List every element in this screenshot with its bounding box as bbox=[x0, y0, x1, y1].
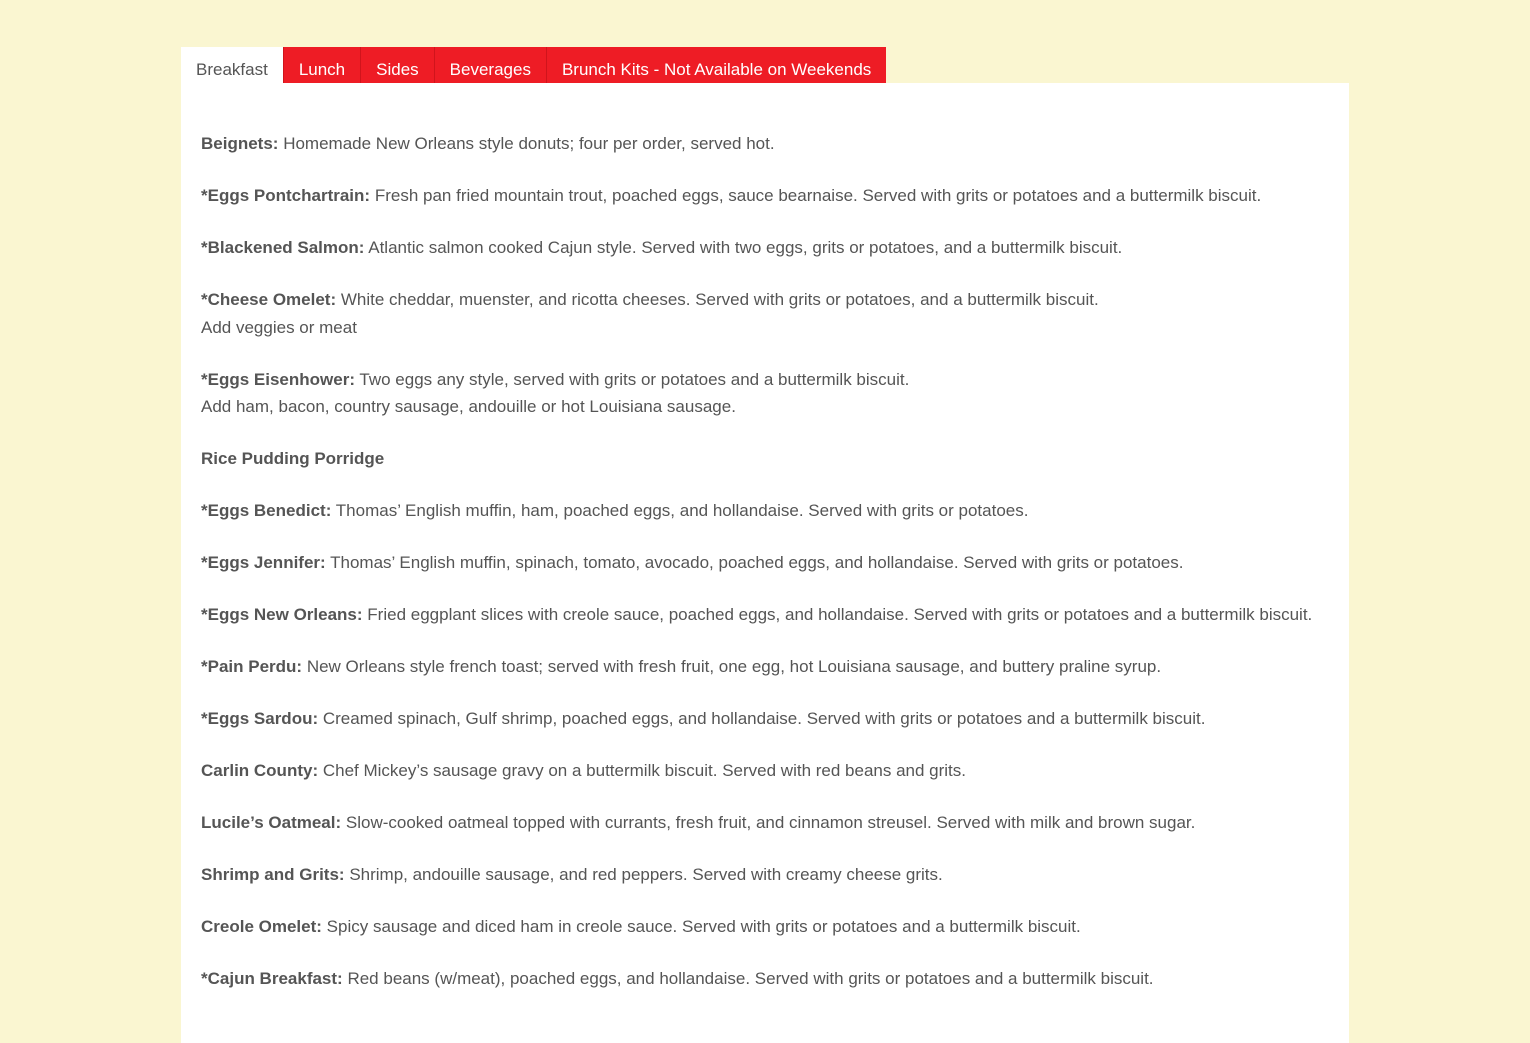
menu-item bbox=[201, 861, 1341, 889]
menu-item-name: Rice Pudding Porridge bbox=[201, 449, 385, 468]
menu-item-desc: Fried eggplant slices with creole sauce, poached eggs, and hollandaise. Served with grits or potatoes and a buttermilk biscuit. bbox=[367, 605, 1313, 624]
menu-item-desc: Homemade New Orleans style donuts; four per order, served hot. bbox=[283, 134, 775, 153]
tab-breakfast[interactable]: Breakfast bbox=[181, 47, 283, 92]
menu-item bbox=[201, 965, 1341, 993]
tab-brunch-kits[interactable]: Brunch Kits - Not Available on Weekends bbox=[546, 47, 886, 92]
menu-item-note: Add veggies or meat bbox=[201, 317, 357, 337]
menu-item-desc: Creamed spinach, Gulf shrimp, poached eggs, and hollandaise. Served with grits or potatoes and a buttermilk biscuit. bbox=[322, 709, 1206, 728]
menu-item-desc: Slow-cooked oatmeal topped with currants, fresh fruit, and cinnamon streusel. Served with milk and brown sugar. bbox=[345, 813, 1196, 832]
menu-item bbox=[201, 234, 1341, 262]
menu-item-name: Shrimp and Grits: bbox=[201, 865, 345, 884]
menu-item bbox=[201, 705, 1341, 733]
menu-item bbox=[201, 913, 1341, 941]
menu-item-name: *Eggs New Orleans: bbox=[201, 605, 363, 624]
menu-item-desc: Atlantic salmon cooked Cajun style. Served with two eggs, grits or potatoes, and a buttermilk biscuit. bbox=[368, 238, 1123, 257]
menu-item-name: *Cheese Omelet: bbox=[201, 290, 337, 309]
menu-item bbox=[201, 182, 1341, 210]
menu-item-name: *Eggs Pontchartrain: bbox=[201, 186, 371, 205]
menu-item-name: *Eggs Jennifer: bbox=[201, 553, 326, 572]
menu-item bbox=[201, 130, 1341, 158]
menu-item bbox=[201, 757, 1341, 785]
menu-item-name: Creole Omelet: bbox=[201, 917, 322, 936]
menu-item-desc: Thomas’ English muffin, spinach, tomato, avocado, poached eggs, and hollandaise. Served with grits or potatoes. bbox=[330, 553, 1184, 572]
menu-item-name: *Pain Perdu: bbox=[201, 657, 303, 676]
menu-item-desc: Red beans (w/meat), poached eggs, and hollandaise. Served with grits or potatoes and a buttermilk biscuit. bbox=[347, 969, 1154, 988]
menu-item-desc: Fresh pan fried mountain trout, poached eggs, sauce bearnaise. Served with grits or potatoes and a buttermilk biscuit. bbox=[374, 186, 1262, 205]
menu-item-desc: Shrimp, andouille sausage, and red peppers. Served with creamy cheese grits. bbox=[349, 865, 943, 884]
menu-item bbox=[201, 286, 1341, 341]
menu-item bbox=[201, 809, 1341, 837]
menu-item-desc: White cheddar, muenster, and ricotta cheeses. Served with grits or potatoes, and a buttermilk biscuit. bbox=[340, 290, 1099, 309]
menu-item-desc: Spicy sausage and diced ham in creole sauce. Served with grits or potatoes and a buttermilk biscuit. bbox=[326, 917, 1081, 936]
tab-beverages[interactable]: Beverages bbox=[434, 47, 546, 92]
menu-item bbox=[201, 366, 1341, 421]
menu-item-name: Lucile’s Oatmeal: bbox=[201, 813, 342, 832]
menu-item-name: *Cajun Breakfast: bbox=[201, 969, 343, 988]
menu-item bbox=[201, 549, 1341, 577]
menu-item-note: Add ham, bacon, country sausage, andouille or hot Louisiana sausage. bbox=[201, 397, 736, 416]
menu-item-name: *Eggs Benedict: bbox=[201, 501, 332, 520]
menu-item bbox=[201, 653, 1341, 681]
menu-item-name: *Blackened Salmon: bbox=[201, 238, 365, 257]
tab-sides[interactable]: Sides bbox=[360, 47, 434, 92]
menu-item-desc: Thomas’ English muffin, ham, poached eggs, and hollandaise. Served with grits or potatoes. bbox=[335, 501, 1029, 520]
menu-item-desc: Two eggs any style, served with grits or potatoes and a buttermilk biscuit. bbox=[359, 369, 910, 389]
menu-item-name: Beignets: bbox=[201, 134, 279, 153]
menu-item-desc: Chef Mickey’s sausage gravy on a buttermilk biscuit. Served with red beans and grits. bbox=[322, 761, 967, 780]
menu-item-name: *Eggs Sardou: bbox=[201, 709, 319, 728]
menu-item-desc: New Orleans style french toast; served with fresh fruit, one egg, hot Louisiana sausage, and buttery praline syrup. bbox=[306, 657, 1162, 676]
menu-item-name: *Eggs Eisenhower: bbox=[201, 369, 355, 389]
menu-item-name: Carlin County: bbox=[201, 761, 319, 780]
menu-item bbox=[201, 445, 1341, 473]
tab-lunch[interactable]: Lunch bbox=[283, 47, 360, 92]
menu-item bbox=[201, 601, 1341, 629]
breakfast-menu-list bbox=[201, 130, 1341, 1017]
menu-item bbox=[201, 497, 1341, 525]
